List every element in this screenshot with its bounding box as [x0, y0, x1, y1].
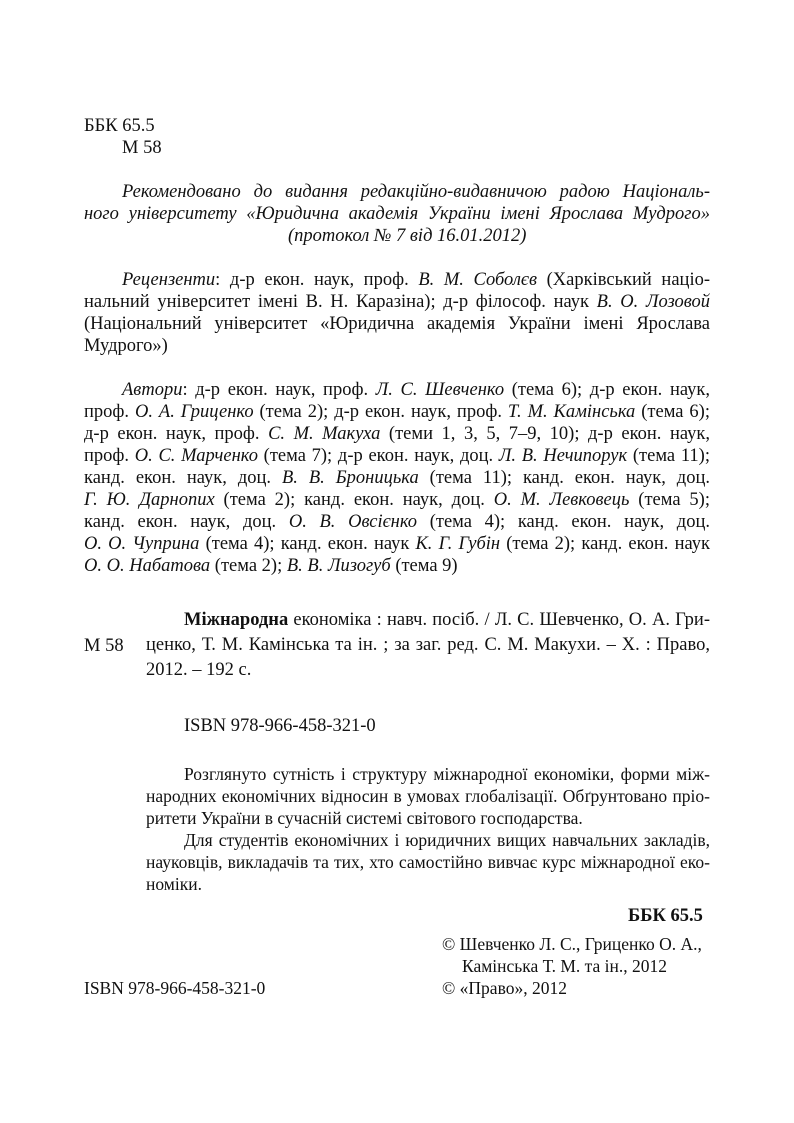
catalog-line-1: Міжнародна економіка : навч. посіб. / Л. С. Шевченко, О. А. Гри-: [184, 610, 710, 630]
catalog-code: М 58: [84, 636, 124, 656]
reviewers-line-2: нальний університет імені В. Н. Каразіна); д-р філософ. наук В. О. Лозовой: [84, 292, 710, 312]
authors-line-2: проф. О. А. Гриценко (тема 2); д-р екон. наук, проф. Т. М. Камінська (тема 6);: [84, 402, 710, 422]
catalog-line-2: ценко, Т. М. Камінська та ін. ; за заг. ред. С. М. Макухи. – Х. : Право,: [146, 635, 710, 655]
authors-line-5: канд. екон. наук, доц. В. В. Броницька (тема 11); канд. екон. наук, доц.: [84, 468, 710, 488]
annotation-p2-line-3: номіки.: [146, 874, 202, 894]
authors-line-9: О. О. Набатова (тема 2); В. В. Лизогуб (тема 9): [84, 556, 458, 576]
annotation-p1-line-1: Розглянуто сутність і структуру міжнародної економіки, форми між-: [184, 764, 710, 784]
isbn-bottom: ISBN 978-966-458-321-0: [84, 978, 266, 998]
copyright-line-3: © «Право», 2012: [442, 978, 567, 998]
catalog-line-3: 2012. – 192 с.: [146, 660, 252, 680]
copyright-line-1: © Шевченко Л. С., Гриценко О. А.,: [442, 934, 702, 954]
annotation-p1-line-3: ритети України в сучасній системі світового господарства.: [146, 808, 583, 828]
authors-line-7: канд. екон. наук, доц. О. В. Овсієнко (тема 4); канд. екон. наук, доц.: [84, 512, 710, 532]
recommendation-line-2: ного університету «Юридична академія України імені Ярослава Мудрого»: [84, 204, 710, 224]
annotation-p2-line-2: науковців, викладачів та тих, хто самостійно вивчає курс міжнародної еко-: [146, 852, 710, 872]
reviewers-line-1: Рецензенти: д-р екон. наук, проф. В. М. Соболєв (Харківський націо-: [122, 270, 710, 290]
recommendation-line-3: (протокол № 7 від 16.01.2012): [288, 226, 527, 246]
bbk-code-top: ББК 65.5: [84, 116, 155, 136]
authors-line-1: Автори: д-р екон. наук, проф. Л. С. Шевченко (тема 6); д-р екон. наук,: [122, 380, 710, 400]
authors-line-4: проф. О. С. Марченко (тема 7); д-р екон. наук, доц. Л. В. Нечипорук (тема 11);: [84, 446, 710, 466]
copyright-line-2: Камінська Т. М. та ін., 2012: [462, 956, 667, 976]
reviewers-line-3: (Національний університет «Юридична академія України імені Ярослава: [84, 314, 710, 334]
authors-line-3: д-р екон. наук, проф. С. М. Макуха (теми 1, 3, 5, 7–9, 10); д-р екон. наук,: [84, 424, 710, 444]
annotation-p1-line-2: народних економічних відносин в умовах глобалізації. Обґрунтовано пріо-: [146, 786, 710, 806]
authors-line-8: О. О. Чуприна (тема 4); канд. екон. наук К. Г. Губін (тема 2); канд. екон. наук: [84, 534, 710, 554]
annotation-p2-line-1: Для студентів економічних і юридичних вищих навчальних закладів,: [184, 830, 710, 850]
bbk-code-bottom: ББК 65.5: [628, 906, 703, 926]
catalog-isbn: ISBN 978-966-458-321-0: [184, 716, 376, 736]
author-mark-top: М 58: [122, 138, 162, 158]
reviewers-line-4: Мудрого»): [84, 336, 168, 356]
recommendation-line-1: Рекомендовано до видання редакційно-видавничою радою Національ-: [122, 182, 710, 202]
authors-line-6: Г. Ю. Дарнопих (тема 2); канд. екон. наук, доц. О. М. Левковець (тема 5);: [84, 490, 710, 510]
